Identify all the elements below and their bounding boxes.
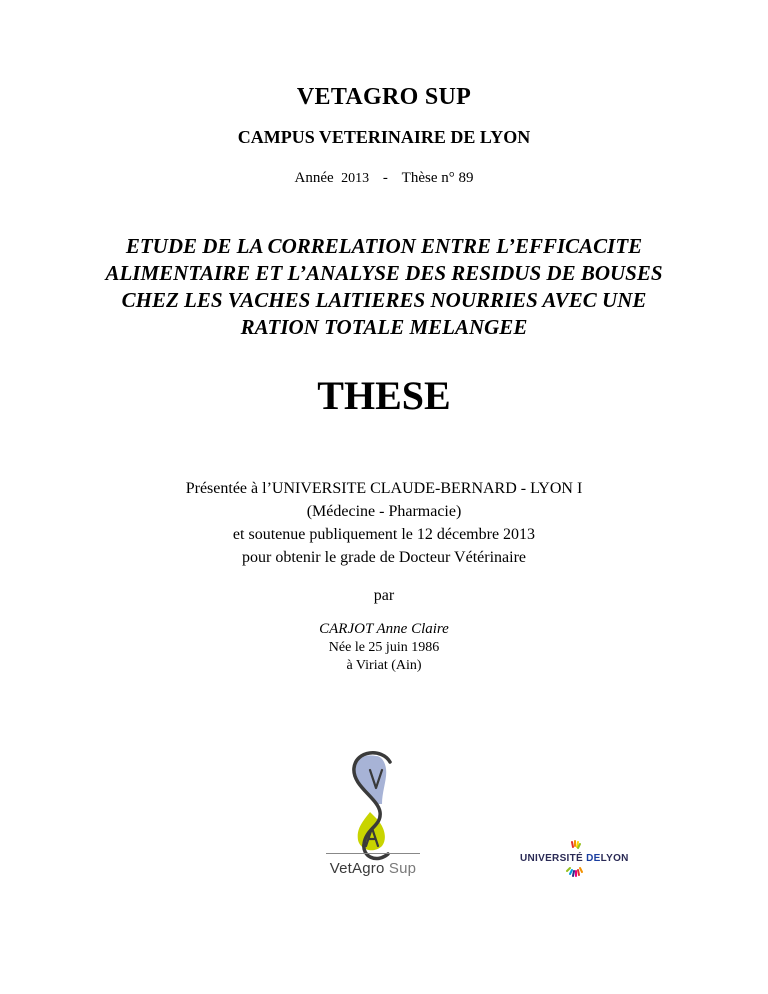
document-type: THESE [317,373,451,418]
udl-universite: UNIVERSITÉ [520,853,584,864]
presentation-line: Présentée à l’UNIVERSITE CLAUDE-BERNARD - LYON I [185,480,583,497]
presentation-line: pour obtenir le grade de Docteur Vétérinaire [241,549,527,566]
udl-de: DE [586,853,601,864]
year-label: Année [294,170,334,186]
vetagro-sup: Sup [388,860,417,877]
separator: - [382,170,388,186]
presentation-line: (Médecine - Pharmacie) [306,503,462,520]
thesis-number: Thèse n° 89 [401,170,474,186]
vetagro-wordmark [318,860,428,877]
udl-wordmark [520,853,629,864]
presentation-block [0,477,768,569]
presentation-line: et soutenue publiquement le 12 décembre 2013 [232,526,536,543]
thesis-title [60,233,708,341]
udl-lyon: LYON [600,853,629,864]
title-line: ETUDE DE LA CORRELATION ENTRE L’EFFICACITE [125,234,643,258]
author-name: CARJOT Anne Claire [319,621,449,637]
title-line: ALIMENTAIRE ET L’ANALYSE DES RESIDUS DE BOUSES [105,261,663,285]
vetagro-divider [326,853,420,854]
author-birthplace: à Viriat (Ain) [346,658,422,673]
by-label: par [373,587,395,604]
campus-name: CAMPUS VETERINAIRE DE LYON [237,127,531,147]
author-birth: Née le 25 juin 1986 [328,640,440,655]
institution-name: VETAGRO SUP [296,84,472,110]
year-thesis-line [0,170,768,187]
title-line: CHEZ LES VACHES LAITIERES NOURRIES AVEC UNE [121,288,647,312]
title-line: RATION TOTALE MELANGEE [240,315,528,339]
vetagro-name: VetAgro [329,860,385,877]
year-value: 2013 [341,171,370,186]
